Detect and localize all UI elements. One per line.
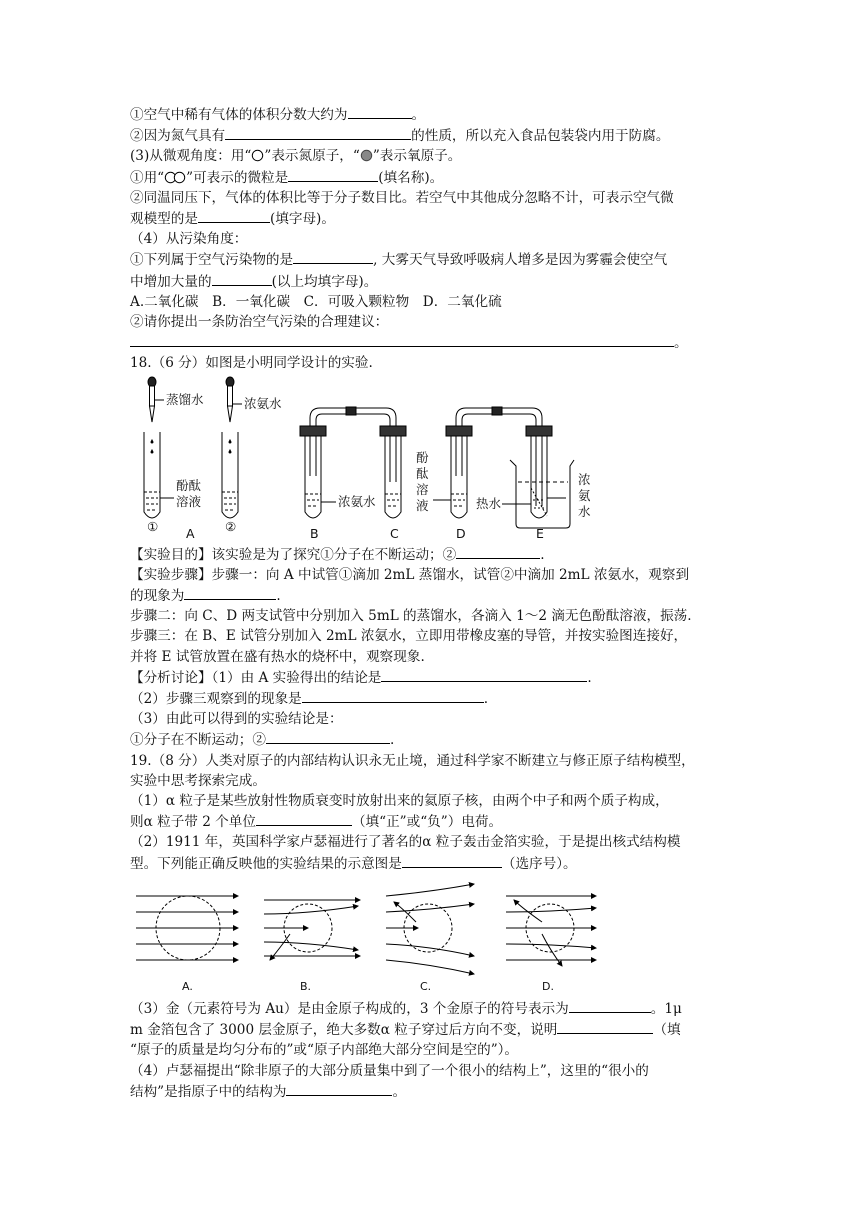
answer-blank[interactable] [256,811,352,826]
q18-step3-a: 步骤三：在 B、E 试管分别加入 2mL 浓氨水，立即用带橡皮塞的导管，并按实验图连接好， [130,628,688,645]
answer-blank[interactable] [293,249,373,264]
q17-line-3: (3)从微观角度：用“ ”表示氮原子，“ ”表示氧原子。 [130,148,462,165]
q17-line-4: ①用“ ”可表示的微粒是 (填名称)。 [130,167,730,188]
q18-conclusion: ①分子在不断运动；② . [130,729,730,750]
svg-text:D: D [456,525,466,541]
answer-blank[interactable] [266,729,390,744]
answer-blank[interactable] [212,271,272,286]
q17-line-8: ①下列属于空气污染物的是 , 大雾天气导致呼吸病人增多是因为雾霾会使空气 [130,249,730,270]
q17-line-12: 。 [130,332,730,353]
q19-line-4: 则α 粒子带 2 个单位 （填“正”或“负”）电荷。 [130,811,730,832]
diagram-label: C. [420,979,432,993]
q19-line-7: （3）金（元素符号为 Au）是由金原子构成的，3 个金原子的符号表示为 。1μ [130,998,730,1019]
answer-blank[interactable] [130,332,674,347]
answer-blank[interactable] [557,1019,653,1034]
q17-line-1: ①空气中稀有气体的体积分数大约为 。 [130,104,730,125]
svg-text:B: B [310,525,319,541]
svg-text:酞: 酞 [416,465,429,481]
q17-line-6: 观模型的是 (填字母)。 [130,208,730,229]
diagram-c [386,884,474,974]
svg-text:溶: 溶 [416,481,429,497]
q18-analysis-1: 【分析讨论】（1）由 A 实验得出的结论是 . [130,667,730,688]
q19-line-6: 型。下列能正确反映他的实验结果的示意图是 （选序号）。 [130,853,730,874]
dropper-icon [148,377,156,422]
q18-step1-b: 的现象为 . [130,585,730,606]
svg-text:氨: 氨 [578,487,591,503]
oxygen-atom-icon [360,149,373,162]
answer-blank[interactable] [302,688,484,703]
answer-blank[interactable] [286,1081,392,1096]
exam-page [130,104,730,1102]
q18-step2: 步骤二：向 C、D 两支试管中分别加入 5mL 的蒸馏水，各滴入 1～2 滴无色酚酞溶液，振荡. [130,608,692,625]
answer-blank[interactable] [402,853,502,868]
answer-blank[interactable] [456,544,540,559]
svg-text:酚: 酚 [416,449,429,465]
svg-text:浓: 浓 [578,471,591,487]
answer-blank[interactable] [225,125,411,140]
q19-line-5: （2）1911 年，英国科学家卢瑟福进行了著名的α 粒子轰击金箔实验，于是提出核式结构模 [130,834,681,851]
diagram-d [506,896,596,966]
svg-text:①: ① [147,518,159,534]
diagram-a [136,896,238,960]
label-phenolphthalein: 酚酞 [176,477,202,493]
q19-line-10: （4）卢瑟福提出“除非原子的大部分质量集中到了一个很小的结构上”，这里的“很小的 [130,1062,649,1079]
q17-line-5: ②同温同压下，气体的体积比等于分子数目比。若空气中其他成分忽略不计，可表示空气微 [130,189,674,206]
answer-blank[interactable] [569,998,651,1013]
apparatus-diagram [130,376,730,544]
q17-line-11: ②请你提出一条防治空气污染的合理建议： [130,314,389,331]
q19-scattering-figure [130,878,730,996]
answer-blank[interactable] [198,208,270,223]
q19-line-1: 19.（8 分）人类对原子的内部结构认识永无止境，通过科学家不断建立与修正原子结构模型， [130,752,695,769]
nitrogen-atom-icon [251,149,264,162]
diagram-b [264,900,360,960]
diagram-label: D. [542,979,554,993]
q19-line-11: 结构”是指原子中的结构为 。 [130,1081,730,1102]
q17-line-7: （4）从污染角度： [130,231,248,248]
alpha-scattering-diagrams [130,878,730,996]
q18-analysis-2: （2）步骤三观察到的现象是 . [130,688,730,709]
label-hot-water: 热水 [476,495,502,511]
q18-analysis-3: （3）由此可以得到的实验结论是： [130,711,343,728]
dropper-icon [226,377,234,422]
q17-line-9: 中增加大量的 (以上均填字母)。 [130,271,730,292]
q17-options: A.二氧化碳 B．一氧化碳 C．可吸入颗粒物 D．二氧化硫 [130,293,502,310]
connected-tubes-de [433,407,574,528]
nitrogen-molecule-icon [164,171,186,184]
answer-blank[interactable] [348,104,412,119]
diagram-label: B. [300,979,312,993]
q18-purpose: 【实验目的】该实验是为了探究①分子在不断运动；② . [130,544,730,565]
svg-text:C: C [390,525,399,541]
q19-line-3: （1）α 粒子是某些放射性物质衰变时放射出来的氦原子核，由两个中子和两个质子构成， [130,793,669,810]
diagram-label: A. [182,979,193,993]
q18-title: 18.（6 分）如图是小明同学设计的实验. [130,355,373,372]
label-solution: 溶液 [176,493,202,509]
q17-line-2: ②因为氮气具有 的性质，所以充入食品包装袋内用于防腐。 [130,125,730,146]
answer-blank[interactable] [288,167,378,182]
svg-text:E: E [536,525,544,541]
label-conc-ammonia-b: 浓氨水 [338,493,376,509]
label-distilled-water: 蒸馏水 [166,391,204,407]
svg-text:水: 水 [578,503,591,519]
q18-step1-a: 【实验步骤】步骤一：向 A 中试管①滴加 2mL 蒸馏水，试管②中滴加 2mL 浓氨水，观察到 [130,566,690,583]
svg-text:液: 液 [416,497,429,513]
q19-line-2: 实验中思考探索完成。 [130,772,266,789]
test-tube-icon [144,432,160,518]
q19-line-8: m 金箔包含了 3000 层金原子，绝大多数α 粒子穿过后方向不变，说明 （填 [130,1019,730,1040]
svg-text:②: ② [225,518,237,534]
q19-line-9: “原子的质量是均匀分布的”或“原子内部绝大部分空间是空的”）。 [130,1042,519,1059]
answer-blank[interactable] [184,585,276,600]
label-conc-ammonia: 浓氨水 [244,395,282,411]
q18-step3-b: 并将 E 试管放置在盛有热水的烧杯中，观察现象. [130,648,425,665]
svg-text:A: A [186,525,195,541]
test-tube-icon [222,432,238,518]
answer-blank[interactable] [381,667,587,682]
q18-apparatus-figure [130,376,730,544]
